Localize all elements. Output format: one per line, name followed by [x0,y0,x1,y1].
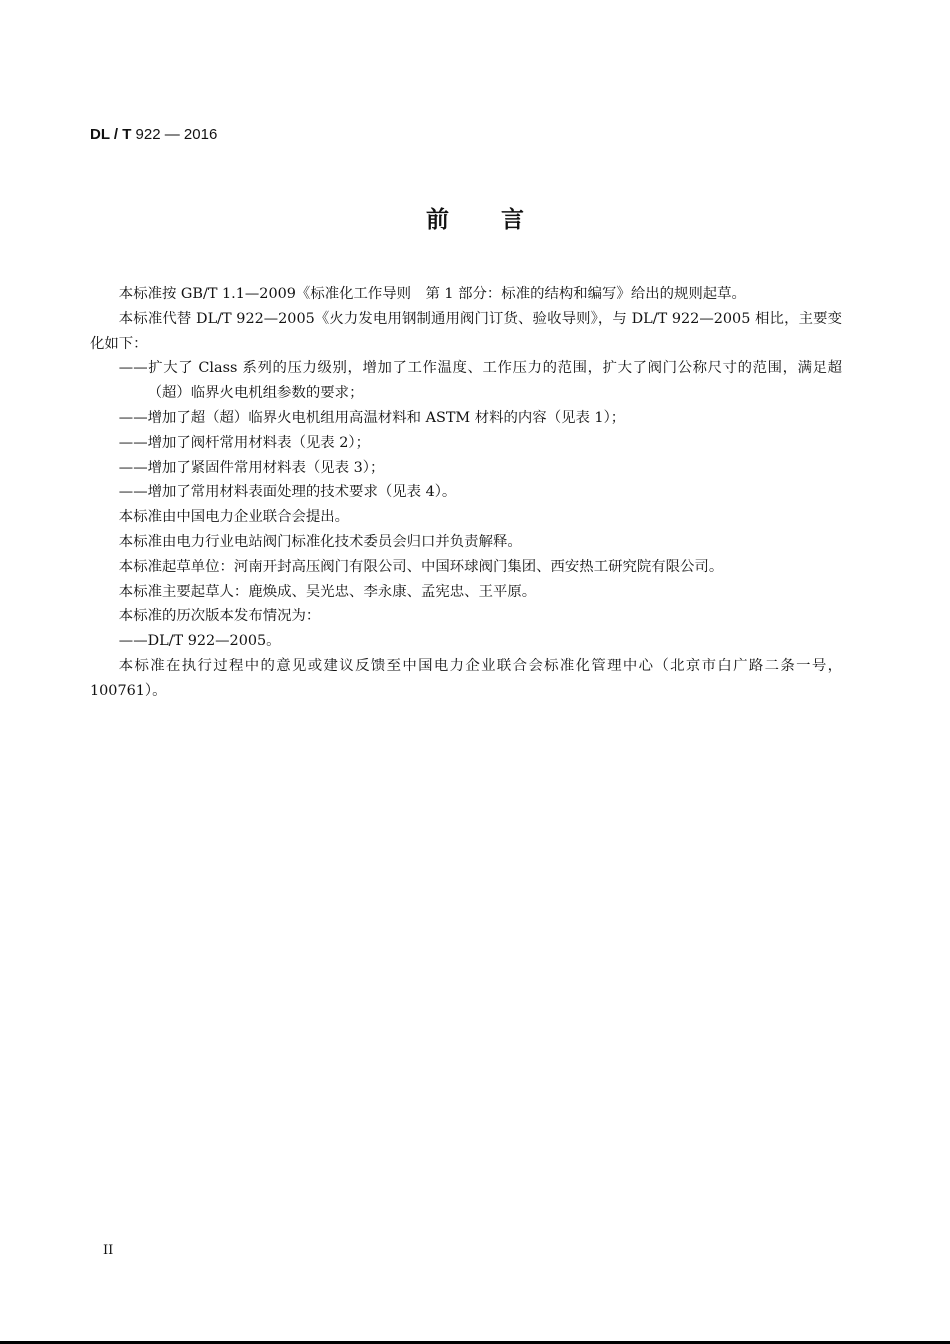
list-item-change-1: ——扩大了 Class 系列的压力级别，增加了工作温度、工作压力的范围，扩大了阀门公称尺寸的范围，满足超（超）临界火电机组参数的要求； [118,360,842,402]
paragraph-drafting-rules: 本标准按 GB/T 1.1—2009《标准化工作导则 第 1 部分：标准的结构和编写》给出的规则起草。 [118,286,746,302]
paragraph-drafters: 本标准主要起草人：鹿焕成、吴光忠、李永康、孟宪忠、王平原。 [118,583,537,600]
list-item-change-4: ——增加了紧固件常用材料表（见表 3）； [118,459,385,476]
paragraph-feedback: 本标准在执行过程中的意见或建议反馈至中国电力企业联合会标准化管理中心（北京市白广路二条一号，100761）。 [90,657,842,699]
paragraph-history: 本标准的历次版本发布情况为： [118,608,321,625]
paragraph-committee: 本标准由电力行业电站阀门标准化技术委员会归口并负责解释。 [118,533,522,550]
list-item-change-2: ——增加了超（超）临界火电机组用高温材料和 ASTM 材料的内容（见表 1）； [118,409,626,426]
paragraph-drafting-units: 本标准起草单位：河南开封高压阀门有限公司、中国环球阀门集团、西安热工研究院有限公司。 [118,558,724,575]
foreword-body [90,282,842,704]
page-title: 前言 [426,207,576,233]
document-code-number: 922 — 2016 [131,126,218,143]
paragraph-proposer: 本标准由中国电力企业联合会提出。 [118,509,350,526]
page-number: II [103,1243,114,1258]
list-item-change-5: ——增加了常用材料表面处理的技术要求（见表 4）。 [118,484,457,501]
paragraph-replaces: 本标准代替 DL/T 922—2005《火力发电用钢制通用阀门订货、验收导则》，与 DL/T 922—2005 相比，主要变化如下： [90,310,842,352]
document-code-prefix: DL / T [90,126,132,143]
document-code [90,124,217,146]
list-item-history-1: ——DL/T 922—2005。 [118,633,281,650]
list-item-change-3: ——增加了阀杆常用材料表（见表 2）； [118,434,370,451]
